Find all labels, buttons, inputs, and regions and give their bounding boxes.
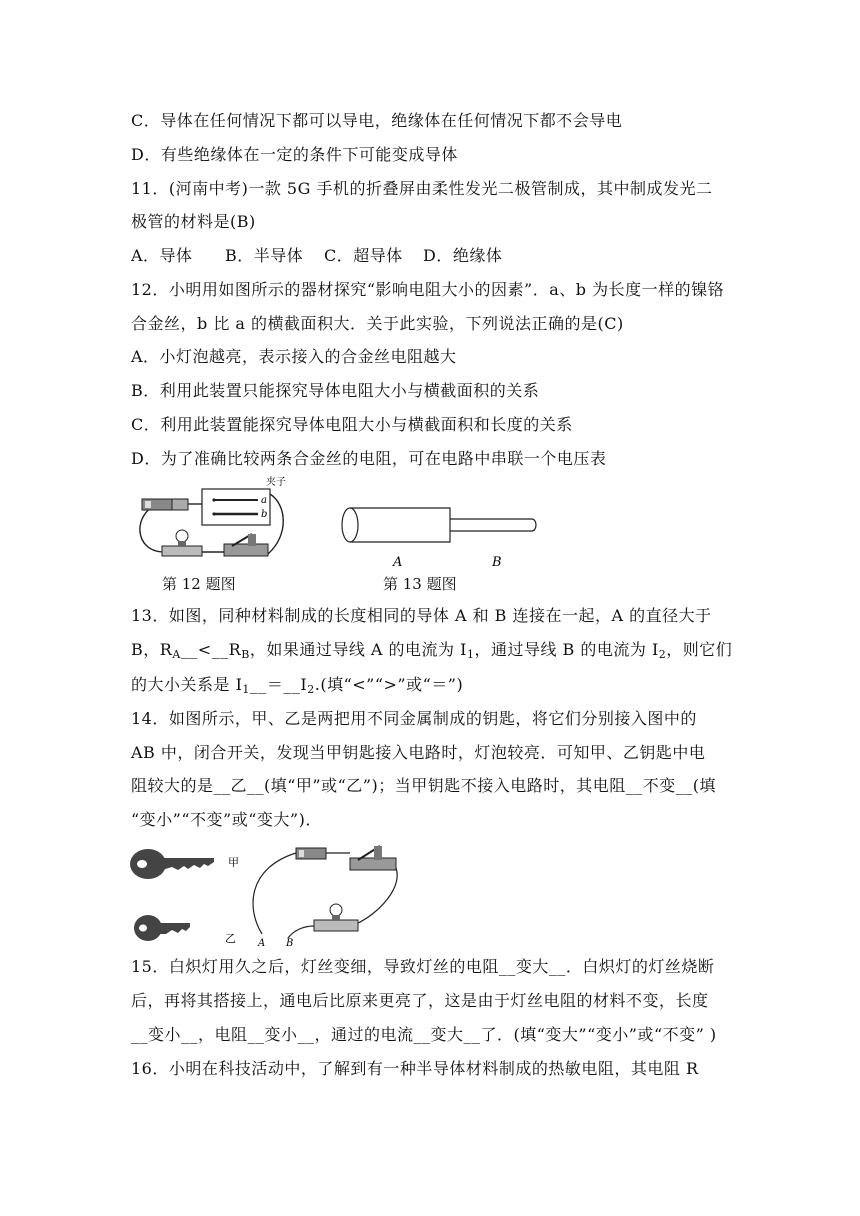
q10-option-d: D．有些绝缘体在一定的条件下可能变成导体: [131, 145, 458, 164]
fig12-clip-label: 夹子: [266, 477, 286, 488]
q15-stem-line2: 后，再将其搭接上，通电后比原来更亮了，这是由于灯丝电阻的材料不变，长度: [131, 991, 709, 1010]
q14-stem-line2: AB 中，闭合开关，发现当甲钥匙接入电路时，灯泡较亮．可知甲、乙钥匙中电: [131, 743, 706, 762]
q11-stem-line1: 11．(河南中考)一款 5G 手机的折叠屏由柔性发光二极管制成，其中制成发光二: [131, 179, 713, 198]
q12-stem-line1: 12．小明用如图所示的器材探究“影响电阻大小的因素”．a、b 为长度一样的镍铬: [131, 280, 725, 299]
q15-stem-line3: __变小__，电阻__变小__，通过的电流__变大__了．(填“变大”“变小”或“不变” ): [131, 1025, 717, 1044]
key-jia-icon: [130, 849, 214, 879]
fig14-key-jia-label: 甲: [228, 856, 239, 869]
q12-option-b: B．利用此装置只能探究导体电阻大小与横截面积的关系: [131, 381, 540, 400]
q12-stem-line2: 合金丝，b 比 a 的横截面积大．关于此实验，下列说法正确的是(C): [131, 314, 624, 333]
q11-option-c: C．超导体: [324, 246, 403, 265]
q11-options: [131, 246, 502, 266]
fig12-wire-a-label: a: [261, 495, 267, 506]
q14-stem-line1: 14．如图所示，甲、乙是两把用不同金属制成的钥匙，将它们分别接入图中的: [131, 709, 697, 728]
fig13-caption: 第 13 题图: [383, 575, 457, 593]
q12-option-c: C．利用此装置能探究导体电阻大小与横截面积和长度的关系: [131, 415, 573, 434]
q11-option-b: B．半导体: [225, 246, 304, 265]
fig13-label-b: B: [492, 555, 502, 570]
figure-12-circuit: [128, 474, 300, 568]
q15-stem-line1: 15．白炽灯用久之后，灯丝变细，导致灯丝的电阻__变大__．白炽灯的灯丝烧断: [131, 957, 715, 976]
q12-option-d: D．为了准确比较两条合金丝的电阻，可在电路中串联一个电压表: [131, 449, 607, 468]
key-yi-icon: [134, 915, 190, 941]
fig12-caption: 第 12 题图: [162, 575, 236, 593]
figure-13-conductors: [330, 498, 550, 572]
q12-option-a: A．小灯泡越亮，表示接入的合金丝电阻越大: [131, 347, 457, 366]
q13-stem-line1: 13．如图，同种材料制成的长度相同的导体 A 和 B 连接在一起，A 的直径大于: [131, 606, 712, 625]
fig14-label-b: B: [286, 938, 294, 949]
q13-stem-line2: B，$R_A\_\_<\_\_R_B$，如果通过导线 A 的电流为 $I_1$，通过导线 B 的电流为 $I_2$，则它们: [131, 640, 733, 661]
q13-stem-line3: 的大小关系是 $I_1\_\_=\_\_I_2$.(填“<”“>”或“＝”): [131, 675, 464, 696]
q11-stem-line2: 极管的材料是(B): [131, 212, 256, 231]
fig14-label-a: A: [258, 938, 266, 949]
q14-stem-line4: “变小”“不变”或“变大”)．: [131, 810, 322, 829]
q11-option-a: A．导体: [131, 246, 193, 265]
q10-option-c: C．导体在任何情况下都可以导电，绝缘体在任何情况下都不会导电: [131, 111, 623, 130]
q16-stem-line1: 16．小明在科技活动中，了解到有一种半导体材料制成的热敏电阻，其电阻 R: [131, 1059, 699, 1078]
fig14-key-yi-label: 乙: [225, 932, 236, 945]
q14-stem-line3: 阻较大的是__乙__(填“甲”或“乙”)；当甲钥匙不接入电路时，其电阻__不变__(填: [131, 776, 716, 795]
figure-14-keys-circuit: [128, 838, 408, 950]
q11-option-d: D．绝缘体: [423, 246, 503, 265]
fig12-wire-b-label: b: [261, 509, 268, 520]
fig13-label-a: A: [393, 555, 403, 570]
